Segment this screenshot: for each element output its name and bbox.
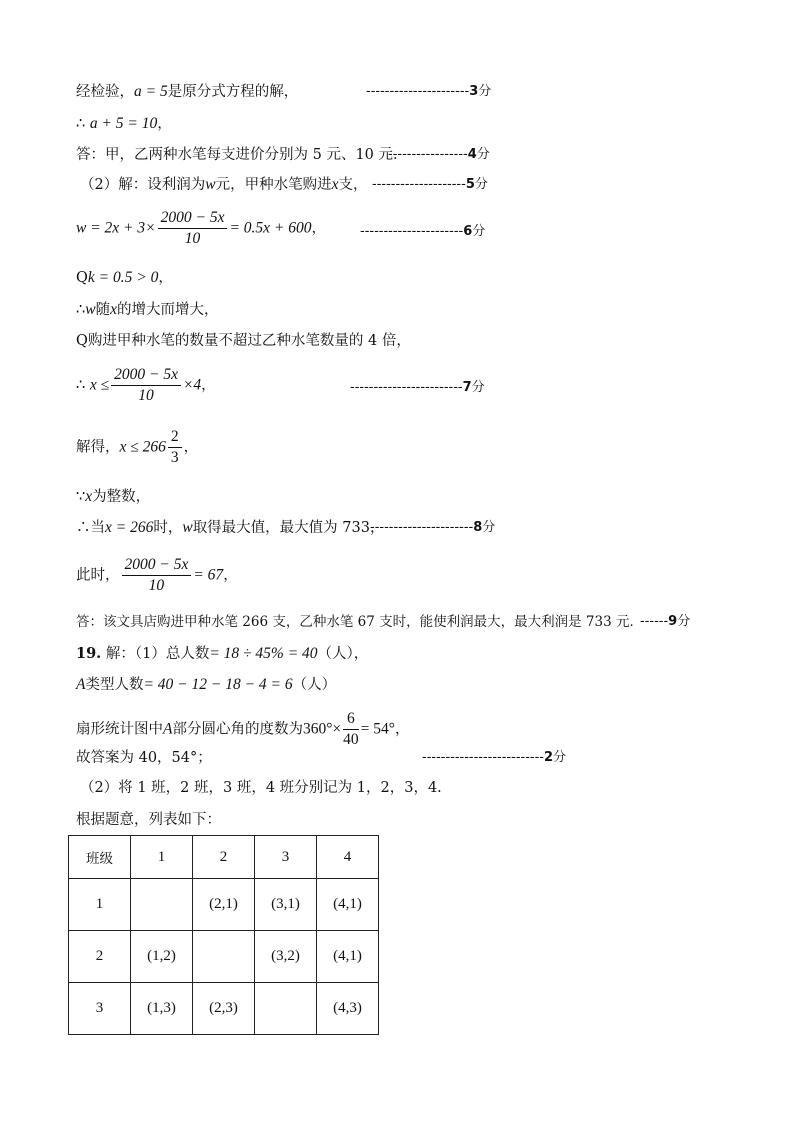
text: ，	[395, 721, 410, 738]
line-constraint	[76, 331, 411, 351]
table-header-row	[69, 836, 379, 879]
table-cell: (3,2)	[255, 931, 317, 983]
table-cell: (2,1)	[193, 879, 255, 931]
because-symbol: Q	[76, 270, 88, 286]
line-table-intro	[76, 810, 221, 830]
text: （2）将 1 班，2 班，3 班，4 班分别记为 1，2，3，4.	[80, 780, 442, 796]
text: 为整数，	[92, 489, 151, 505]
fraction	[343, 710, 359, 749]
var-a: A	[76, 676, 86, 693]
line-part2-label	[80, 778, 442, 798]
var-a: A	[163, 720, 173, 738]
because-symbol: Q	[76, 333, 88, 349]
equation-rhs: = 0.5x + 600	[229, 219, 312, 237]
text: 购进甲种水笔的数量不超过乙种水笔数量的 4 倍，	[87, 333, 411, 349]
line-q19	[76, 644, 368, 664]
table-cell: (4,1)	[317, 879, 379, 931]
var-w: w	[182, 519, 193, 536]
score-unit: 分	[478, 84, 492, 99]
line-at-this-time	[76, 556, 238, 595]
score-dashes: ----------------------	[360, 224, 464, 239]
equation: k = 0.5 > 0	[87, 269, 159, 286]
line-type-a	[76, 675, 336, 695]
score-dashes: ----------------------	[370, 520, 474, 535]
score-unit: 分	[677, 614, 691, 629]
text: 此时，	[76, 567, 120, 584]
score-value: 6	[463, 224, 473, 239]
line-max	[76, 518, 384, 538]
score-dashes: ------------------------	[350, 380, 463, 395]
score-dashes: ----------------------	[366, 84, 470, 99]
text: （人）	[292, 677, 337, 693]
line-k-positive	[76, 268, 173, 288]
var-x: x	[331, 176, 339, 193]
score-unit: 分	[471, 380, 485, 395]
score-dashes: --------------------	[372, 177, 466, 192]
line-increasing	[76, 300, 218, 320]
score-unit: 分	[472, 224, 486, 239]
numerator: 2000 − 5x	[111, 366, 181, 386]
line-integer	[76, 487, 150, 507]
score-marker-4	[388, 145, 490, 165]
score-marker-3	[366, 82, 491, 102]
line-sector-angle	[76, 710, 410, 749]
table-header-cell: 2	[193, 836, 255, 879]
fraction	[168, 428, 182, 467]
table-cell: (4,1)	[317, 931, 379, 983]
score-value: 9	[668, 614, 678, 629]
answer-text: 答：甲，乙两种水笔每支进价分别为 5 元、10 元．	[76, 147, 408, 163]
table-cell: (1,2)	[131, 931, 193, 983]
var-x: x	[110, 301, 117, 318]
inequality-rhs: ×4	[182, 376, 202, 394]
score-unit: 分	[474, 177, 488, 192]
equation: = 40 − 12 − 18 − 4 = 6	[143, 676, 293, 693]
equation-rhs: = 67	[193, 566, 224, 584]
therefore-symbol: ∴	[76, 377, 86, 394]
text: ，	[201, 377, 216, 394]
text: ，	[311, 220, 327, 237]
score-dashes: --------------------------	[422, 750, 544, 765]
equation-lhs: w = 2x + 3×	[76, 219, 156, 237]
numerator: 2000 − 5x	[122, 556, 192, 576]
line-solution	[76, 428, 198, 467]
fraction	[122, 556, 192, 595]
outcome-table	[68, 835, 379, 1035]
score-marker-7	[350, 378, 485, 398]
score-unit: 分	[553, 750, 567, 765]
score-dashes: ------	[640, 614, 669, 629]
table-cell: (3,1)	[255, 879, 317, 931]
text: （人），	[317, 646, 369, 662]
equation-lhs: 360°×	[302, 720, 342, 738]
table-cell: 2	[69, 931, 131, 983]
text: ，	[223, 567, 238, 584]
denominator: 3	[170, 449, 179, 466]
score-unit: 分	[482, 520, 496, 535]
table-row	[69, 879, 379, 931]
text: ，	[157, 116, 172, 132]
numerator: 2000 − 5x	[158, 209, 228, 229]
table-cell	[131, 879, 193, 931]
therefore-symbol: ∴	[76, 116, 86, 132]
text: 经检验，	[76, 84, 134, 100]
table-cell	[193, 931, 255, 983]
text: 支，	[338, 177, 368, 193]
fraction	[111, 366, 181, 405]
table-header-cell: 3	[255, 836, 317, 879]
because-symbol: ∵	[76, 489, 86, 505]
question-number: 19.	[76, 645, 102, 662]
equation: a + 5 = 10	[89, 115, 158, 132]
score-unit: 分	[476, 147, 490, 162]
denominator: 10	[138, 387, 154, 404]
text: 时，	[153, 520, 183, 536]
denominator: 10	[184, 230, 201, 247]
text: ，	[158, 270, 173, 286]
var-w: w	[85, 301, 96, 318]
score-marker-5	[372, 175, 488, 195]
score-value: 4	[467, 147, 477, 162]
score-marker-8	[370, 518, 495, 538]
table-cell: 3	[69, 983, 131, 1035]
text: （2）解：设利润为	[80, 177, 206, 193]
table-cell	[255, 983, 317, 1035]
equation-rhs: = 54°	[360, 720, 395, 738]
line-answer-3	[76, 748, 212, 768]
line-inequality	[76, 366, 216, 405]
score-value: 7	[462, 380, 472, 395]
table-row	[69, 983, 379, 1035]
numerator: 6	[343, 710, 359, 730]
table-header-cell: 班级	[69, 836, 131, 879]
score-marker-6	[360, 222, 485, 242]
inequality: x ≤ 266	[119, 438, 166, 456]
line-answer-1	[76, 145, 408, 165]
table-cell: (2,3)	[193, 983, 255, 1035]
text: 是原分式方程的解，	[167, 84, 299, 100]
text: 根据题意，列表如下：	[76, 812, 221, 828]
answer-text: 故答案为 40，54°；	[76, 750, 212, 766]
equation: x = 266	[105, 519, 154, 536]
equation: a = 5	[134, 83, 168, 100]
text: ∴当	[76, 520, 105, 536]
score-value: 3	[469, 84, 479, 99]
text: 取得最大值，最大值为 733，	[192, 520, 385, 536]
denominator: 40	[343, 731, 359, 748]
var-w: w	[205, 176, 216, 193]
table-header-cell: 1	[131, 836, 193, 879]
therefore-symbol: ∴	[76, 302, 86, 318]
score-value: 5	[465, 177, 475, 192]
text: 解：（1）总人数	[105, 646, 210, 662]
numerator: 2	[168, 428, 182, 448]
score-marker-2	[422, 748, 566, 768]
table-row	[69, 931, 379, 983]
text: 部分圆心角的度数为	[172, 721, 303, 738]
fraction	[158, 209, 228, 248]
score-dashes: -----------------	[388, 147, 468, 162]
text: 的增大而增大，	[116, 302, 219, 318]
answer-text: 答：该文具店购进甲种水笔 266 支，乙种水笔 67 支时，能使利润最大，最大利润是 733 元．	[76, 614, 643, 630]
line-part2-setup	[80, 175, 367, 195]
text: 类型人数	[85, 677, 144, 693]
inequality-lhs: x ≤	[89, 376, 110, 394]
table-cell: (4,3)	[317, 983, 379, 1035]
line-verification	[76, 82, 298, 102]
table-cell: (1,3)	[131, 983, 193, 1035]
text: 随	[95, 302, 111, 318]
var-x: x	[85, 488, 93, 505]
denominator: 10	[148, 577, 165, 594]
text: ，	[183, 439, 199, 456]
table-cell: 1	[69, 879, 131, 931]
text: 元，甲种水笔购进	[215, 177, 332, 193]
score-value: 2	[543, 750, 554, 765]
table-header-cell: 4	[317, 836, 379, 879]
line-sum	[76, 114, 172, 134]
text: 解得，	[76, 439, 120, 456]
text: 扇形统计图中	[76, 721, 163, 738]
score-marker-9	[640, 612, 690, 632]
score-value: 8	[473, 520, 483, 535]
line-answer-2	[76, 612, 643, 632]
equation: = 18 ÷ 45% = 40	[209, 645, 318, 662]
line-profit-equation	[76, 209, 326, 248]
